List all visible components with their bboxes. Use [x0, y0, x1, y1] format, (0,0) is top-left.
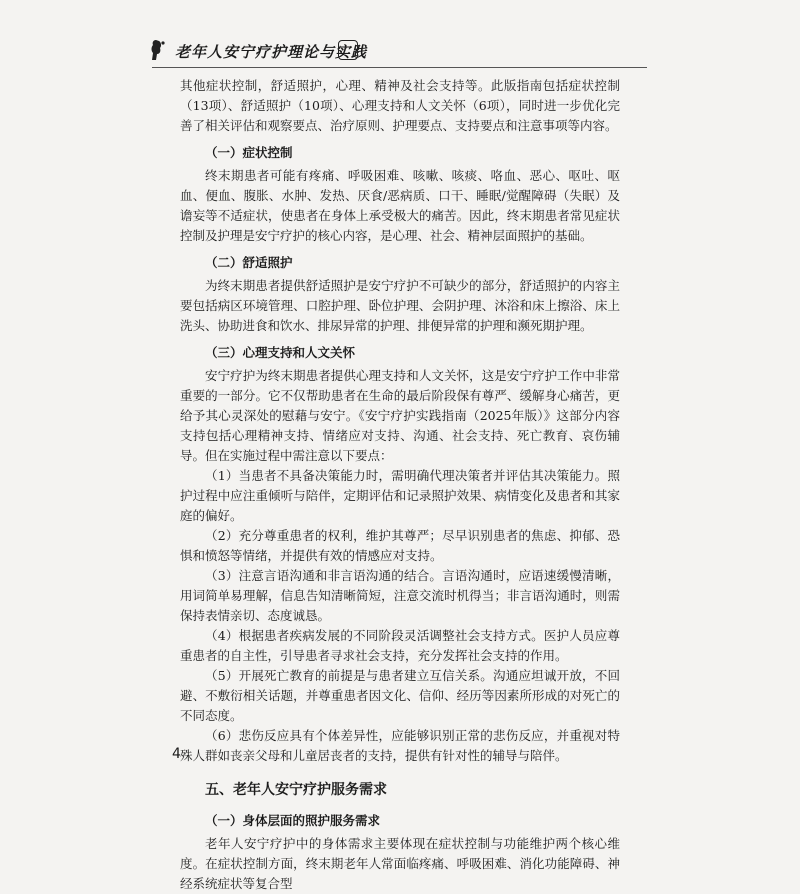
page-number: 4 [172, 746, 181, 762]
list-item: （6）悲伤反应具有个体差异性，应能够识别正常的悲伤反应，并重视对特殊人群如丧亲父母和儿童居丧者的支持，提供有针对性的辅导与陪伴。 [180, 728, 620, 763]
list-item: （5）开展死亡教育的前提是与患者建立互信关系。沟通应坦诚开放，不回避、不敷衍相关话题，并尊重患者因文化、信仰、经历等因素所形成的对死亡的不同态度。 [180, 668, 620, 723]
list-item: （1）当患者不具备决策能力时，需明确代理决策者并评估其决策能力。照护过程中应注重倾听与陪伴，定期评估和记录照护效果、病情变化及患者和其家庭的偏好。 [180, 468, 620, 523]
page-body [180, 76, 620, 894]
silhouette-icon [148, 38, 168, 62]
paragraph: 老年人安宁疗护中的身体需求主要体现在症状控制与功能维护两个核心维度。在症状控制方面，终末期老年人常面临疼痛、呼吸困难、消化功能障碍、神经系统症状等复合型 [180, 836, 620, 891]
header-title: 老年人安宁疗护理论与实践 [175, 43, 368, 61]
header-seal-icon [338, 40, 358, 60]
list-item: （2）充分尊重患者的权利，维护其尊严；尽早识别患者的焦虑、抑郁、恐惧和愤怒等情绪，并提供有效的情感应对支持。 [180, 528, 620, 563]
paragraph: 为终末期患者提供舒适照护是安宁疗护不可缺少的部分，舒适照护的内容主要包括病区环境管理、口腔护理、卧位护理、会阴护理、沐浴和床上擦浴、床上洗头、协助进食和饮水、排尿异常的护理、排便异常的护理和濒死期护理。 [180, 278, 620, 333]
list-item: （4）根据患者疾病发展的不同阶段灵活调整社会支持方式。医护人员应尊重患者的自主性，引导患者寻求社会支持，充分发挥社会支持的作用。 [180, 628, 620, 663]
paragraph: 其他症状控制，舒适照护，心理、精神及社会支持等。此版指南包括症状控制（13项）、舒适照护（10项）、心理支持和人文关怀（6项），同时进一步优化完善了相关评估和观察要点、治疗原则、护理要点、支持要点和注意事项等内容。 [180, 78, 620, 133]
subsection-heading: （三）心理支持和人文关怀 [205, 345, 356, 360]
header-rule [152, 67, 647, 68]
list-item: （3）注意言语沟通和非言语沟通的结合。言语沟通时，应语速缓慢清晰，用词简单易理解，信息告知清晰简短，注意交流时机得当；非言语沟通时，则需保持表情亲切、态度诚恳。 [180, 568, 620, 623]
running-header [148, 36, 368, 66]
paragraph: 终末期患者可能有疼痛、呼吸困难、咳嗽、咳痰、咯血、恶心、呕吐、呕血、便血、腹胀、水肿、发热、厌食/恶病质、口干、睡眠/觉醒障碍（失眠）及谵妄等不适症状，使患者在身体上承受极大的痛苦。因此，终末期患者常见症状控制及护理是安宁疗护的核心内容，是心理、社会、精神层面照护的基础。 [180, 168, 620, 243]
section-heading: 五、老年人安宁疗护服务需求 [205, 782, 387, 798]
paragraph: 安宁疗护为终末期患者提供心理支持和人文关怀，这是安宁疗护工作中非常重要的一部分。它不仅帮助患者在生命的最后阶段保有尊严、缓解身心痛苦，更给予其心灵深处的慰藉与安宁。《安宁疗护实践指南（2025年版）》这部分内容支持包括心理精神支持、情绪应对支持、沟通、社会支持、死亡教育、哀伤辅导。但在实施过程中需注意以下要点： [180, 368, 620, 463]
subsection-heading: （一）症状控制 [205, 145, 293, 160]
subsection-heading: （一）身体层面的照护服务需求 [205, 813, 381, 828]
subsection-heading: （二）舒适照护 [205, 255, 293, 270]
